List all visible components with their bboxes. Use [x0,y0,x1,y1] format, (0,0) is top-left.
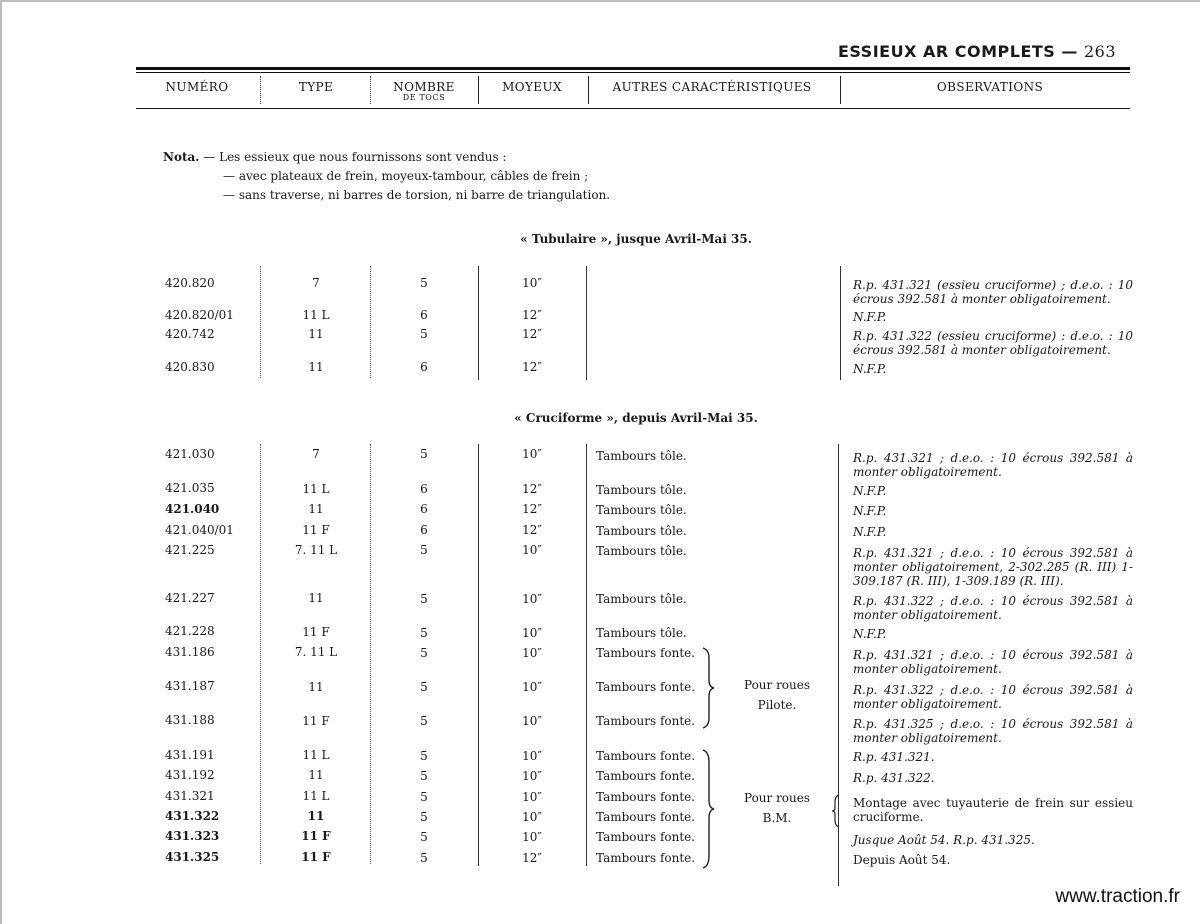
page-edge-left [0,0,2,924]
header-separator [478,76,479,104]
cell-observations: Depuis Août 54. [853,853,951,867]
running-head-title: ESSIEUX AR COMPLETS [837,42,1056,61]
column-header-observations: OBSERVATIONS [936,80,1044,94]
header-rule-thin [136,72,1130,73]
running-head [838,42,1116,61]
column-divider [370,266,371,378]
cell-caracteristiques: Tambours tôle. [596,483,687,497]
cell-tocs: 5 [420,810,428,824]
brace-pilote [700,646,716,730]
cell-observations: R.p. 431.321 (essieu cruciforme) ; d.e.o. : 10 écrous 392.581 à monter obligatoirement. [853,278,1133,306]
cell-numero: 431.191 [165,748,215,762]
cell-numero: 421.040 [165,502,220,516]
cell-type: 7. 11 L [294,645,338,659]
cell-type: 11 [307,809,325,823]
cell-numero: 421.225 [165,543,215,557]
cell-tocs: 5 [420,714,428,728]
cell-tocs: 5 [420,680,428,694]
running-head-separator: — [1055,42,1084,61]
cell-numero: 420.830 [165,360,215,374]
cell-observations: Montage avec tuyauterie de frein sur essieu cruciforme. [853,796,1133,824]
cell-tocs: 5 [420,646,428,660]
header-separator [370,76,371,104]
cell-tocs: 5 [420,769,428,783]
brace-bm [700,748,716,870]
cell-caracteristiques: Tambours fonte. [596,714,696,728]
cell-numero: 431.188 [165,713,215,727]
cell-moyeux: 12″ [522,308,542,322]
cell-tocs: 5 [420,327,428,341]
column-divider [586,266,587,380]
cell-numero: 431.322 [165,809,220,823]
cell-observations: N.F.P. [853,627,887,641]
cell-numero: 431.325 [165,850,220,864]
section-title-cruciforme [0,411,1200,425]
cell-tocs: 6 [420,360,428,374]
watermark: www.traction.fr [1055,886,1180,907]
cell-caracteristiques: Tambours fonte. [596,810,696,824]
nota-line-3: — sans traverse, ni barres de torsion, ni barre de triangulation. [223,188,611,202]
cell-numero: 420.820/01 [165,308,234,322]
cell-observations: R.p. 431.321 ; d.e.o. : 10 écrous 392.581 à monter obligatoirement, 2-302.285 (R. III) 1-309.187 (R. III), 1-309.189 (R. III). [853,546,1133,588]
cell-observations: N.F.P. [853,525,887,539]
cell-type: 11 F [302,625,330,639]
cell-caracteristiques: Tambours tôle. [596,449,687,463]
cell-tocs: 5 [420,447,428,461]
section-title-tubulaire [0,232,1200,246]
cell-moyeux: 10″ [522,714,542,728]
cell-observations: N.F.P. [853,504,887,518]
group-label-pilote-line1: Pour roues [743,678,811,692]
column-header-moyeux: MOYEUX [502,80,562,94]
cell-type: 11 [308,502,324,516]
cell-type: 11 F [302,523,330,537]
cell-numero: 421.030 [165,447,215,461]
cell-moyeux: 12″ [522,482,542,496]
cell-type: 7 [312,447,320,461]
cell-type: 11 L [302,789,330,803]
cell-caracteristiques: Tambours fonte. [596,646,696,660]
nota-block [163,148,610,205]
column-header-numero: NUMÉRO [165,80,229,94]
cell-caracteristiques: Tambours fonte. [596,769,696,783]
column-divider [840,266,841,380]
nota-lead: Nota. [163,150,200,164]
cell-moyeux: 12″ [522,851,542,865]
cell-numero: 431.321 [165,789,215,803]
column-divider [478,444,479,866]
cell-numero: 420.742 [165,327,215,341]
brace-observation [831,793,841,829]
cell-type: 11 [308,680,324,694]
cell-caracteristiques: Tambours tôle. [596,503,687,517]
cell-moyeux: 10″ [522,276,542,290]
cell-observations: R.p. 431.322 (essieu cruciforme) : d.e.o. : 10 écrous 392.581 à monter obligatoirement. [853,329,1133,357]
cell-tocs: 6 [420,523,428,537]
group-label-bm-line2: B.M. [762,811,792,825]
cell-moyeux: 10″ [522,810,542,824]
column-divider [260,266,261,378]
cell-tocs: 5 [420,790,428,804]
cell-caracteristiques: Tambours fonte. [596,830,696,844]
cell-observations: R.p. 431.321 ; d.e.o. : 10 écrous 392.581 à monter obligatoirement. [853,451,1133,479]
cell-moyeux: 12″ [522,523,542,537]
cell-numero: 421.227 [165,591,215,605]
cell-caracteristiques: Tambours fonte. [596,790,696,804]
cell-tocs: 5 [420,851,428,865]
column-divider [260,444,261,864]
column-divider [370,444,371,864]
page-number: 263 [1083,42,1116,61]
cell-moyeux: 10″ [522,749,542,763]
group-label-pilote [744,675,810,715]
cell-numero: 431.186 [165,645,215,659]
cell-numero: 431.323 [165,829,220,843]
header-rule-bottom [136,108,1130,109]
nota-line-1-text: — Les essieux que nous fournissons sont vendus : [199,150,507,164]
cell-numero: 420.820 [165,276,215,290]
cell-moyeux: 12″ [522,502,542,516]
cell-observations: N.F.P. [853,484,887,498]
cell-caracteristiques: Tambours tôle. [596,592,687,606]
section-title-text: « Tubulaire », jusque Avril-Mai 35. [520,232,752,246]
column-header-type: TYPE [298,80,334,94]
column-header-caracteristiques: AUTRES CARACTÉRISTIQUES [612,80,812,94]
cell-numero: 421.228 [165,624,215,638]
cell-type: 11 F [301,850,331,864]
cell-caracteristiques: Tambours fonte. [596,680,696,694]
cell-observations: R.p. 431.321 ; d.e.o. : 10 écrous 392.581 à monter obligatoirement. [853,648,1133,676]
cell-tocs: 5 [420,592,428,606]
cell-type: 11 L [302,748,330,762]
cell-type: 11 F [301,829,331,843]
group-label-bm-line1: Pour roues [743,791,811,805]
cell-moyeux: 12″ [522,327,542,341]
cell-observations: R.p. 431.325 ; d.e.o. : 10 écrous 392.581 à monter obligatoirement. [853,717,1133,745]
cell-moyeux: 10″ [522,646,542,660]
cell-numero: 421.035 [165,481,215,495]
cell-tocs: 6 [420,308,428,322]
cell-type: 11 F [302,714,330,728]
cell-numero: 421.040/01 [165,523,234,537]
section-title-text: « Cruciforme », depuis Avril-Mai 35. [514,411,758,425]
column-divider [478,266,479,380]
cell-numero: 431.187 [165,679,215,693]
cell-tocs: 5 [420,749,428,763]
cell-tocs: 6 [420,502,428,516]
cell-type: 7 [312,276,320,290]
cell-observations: R.p. 431.322 ; d.e.o. : 10 écrous 392.581 à monter obligatoirement. [853,683,1133,711]
cell-observations: R.p. 431.322 ; d.e.o. : 10 écrous 392.581 à monter obligatoirement. [853,594,1133,622]
cell-moyeux: 12″ [522,360,542,374]
column-divider [586,444,587,866]
group-label-pilote-line2: Pilote. [757,698,797,712]
nota-line-1 [163,148,610,167]
cell-moyeux: 10″ [522,447,542,461]
cell-caracteristiques: Tambours tôle. [596,544,687,558]
cell-observations: R.p. 431.321. [853,750,935,764]
cell-type: 11 [308,768,324,782]
cell-observations: N.F.P. [853,310,887,324]
header-separator [588,76,589,104]
header-rule-thick [136,67,1130,70]
cell-type: 11 [308,591,324,605]
cell-type: 11 L [302,482,330,496]
cell-moyeux: 10″ [522,769,542,783]
header-separator [840,76,841,104]
group-label-bm [744,788,810,828]
cell-type: 11 L [302,308,330,322]
cell-tocs: 5 [420,543,428,557]
column-header-nombre-label: NOMBRE [393,80,455,94]
cell-tocs: 6 [420,482,428,496]
cell-moyeux: 10″ [522,830,542,844]
page-edge-top [0,0,1200,2]
cell-type: 7. 11 L [294,543,338,557]
cell-tocs: 5 [420,276,428,290]
cell-type: 11 [308,360,324,374]
cell-caracteristiques: Tambours tôle. [596,524,687,538]
cell-type: 11 [308,327,324,341]
cell-observations: N.F.P. [853,362,887,376]
cell-numero: 431.192 [165,768,215,782]
cell-caracteristiques: Tambours fonte. [596,749,696,763]
column-header-nombre-sub: DE TOCS [402,93,446,102]
cell-tocs: 5 [420,830,428,844]
cell-moyeux: 10″ [522,543,542,557]
cell-moyeux: 10″ [522,626,542,640]
cell-tocs: 5 [420,626,428,640]
cell-moyeux: 10″ [522,680,542,694]
cell-moyeux: 10″ [522,592,542,606]
column-header-nombre [393,80,455,102]
cell-caracteristiques: Tambours fonte. [596,851,696,865]
nota-line-2: — avec plateaux de frein, moyeux-tambour, câbles de frein ; [223,169,589,183]
cell-observations: Jusque Août 54. R.p. 431.325. [853,833,1035,847]
cell-observations: R.p. 431.322. [853,771,935,785]
header-separator [260,76,261,104]
cell-caracteristiques: Tambours tôle. [596,626,687,640]
cell-moyeux: 10″ [522,790,542,804]
